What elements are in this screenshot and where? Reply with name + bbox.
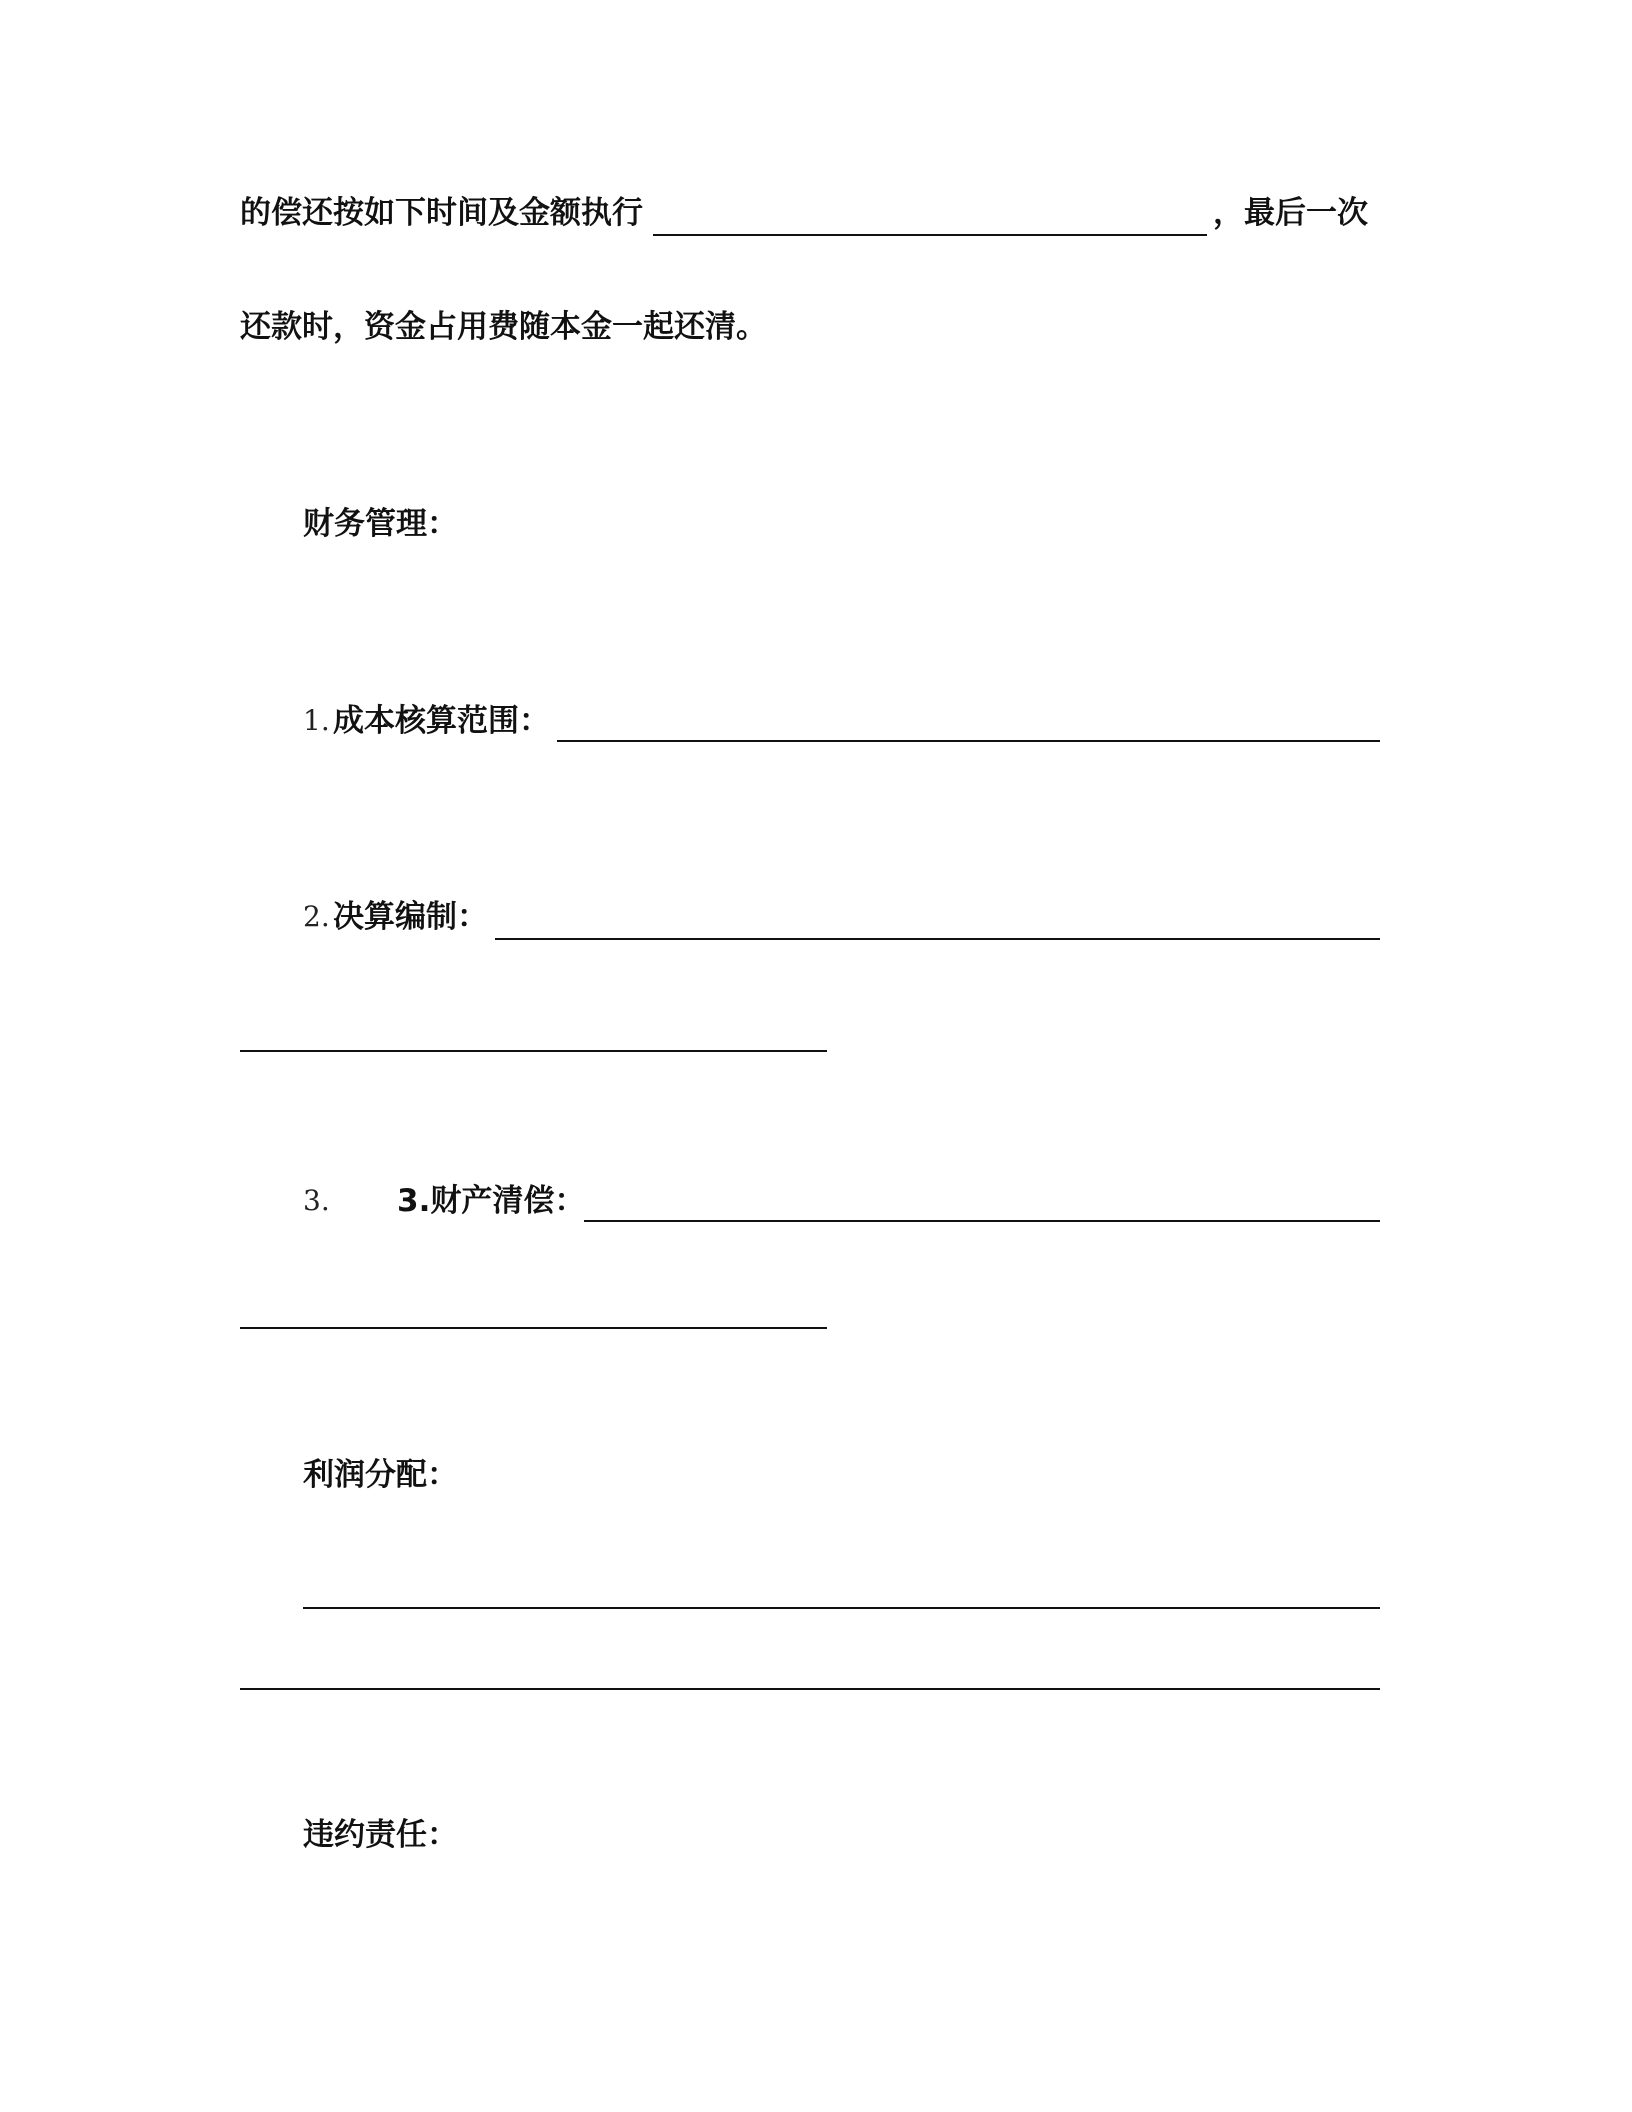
cost-accounting-scope-blank: [557, 740, 1380, 742]
profit-distribution-heading: 利润分配：: [303, 1457, 458, 1493]
breach-liability-heading: 违约责任：: [303, 1817, 458, 1853]
final-accounts-blank-continued: [240, 1050, 827, 1052]
item-2-number: 2.: [303, 900, 330, 933]
property-liquidation-blank: [584, 1220, 1380, 1222]
profit-distribution-blank-1: [303, 1607, 1380, 1609]
item-3-label: 3.财产清偿：: [397, 1183, 586, 1219]
item-2-label: 决算编制：: [333, 899, 488, 935]
property-liquidation-blank-continued: [240, 1327, 827, 1329]
repayment-text-suffix: ，最后一次: [1213, 195, 1368, 231]
final-accounts-blank: [495, 938, 1380, 940]
repayment-text-prefix: 的偿还按如下时间及金额执行: [240, 195, 643, 231]
item-3-number: 3.: [303, 1184, 330, 1217]
financial-management-heading: 财务管理：: [303, 506, 458, 542]
repayment-schedule-blank: [653, 234, 1207, 236]
profit-distribution-blank-2: [240, 1688, 1380, 1690]
repayment-final-text: 还款时，资金占用费随本金一起还清。: [240, 309, 767, 345]
item-1-label: 成本核算范围：: [333, 703, 550, 739]
item-1-number: 1.: [303, 704, 330, 737]
